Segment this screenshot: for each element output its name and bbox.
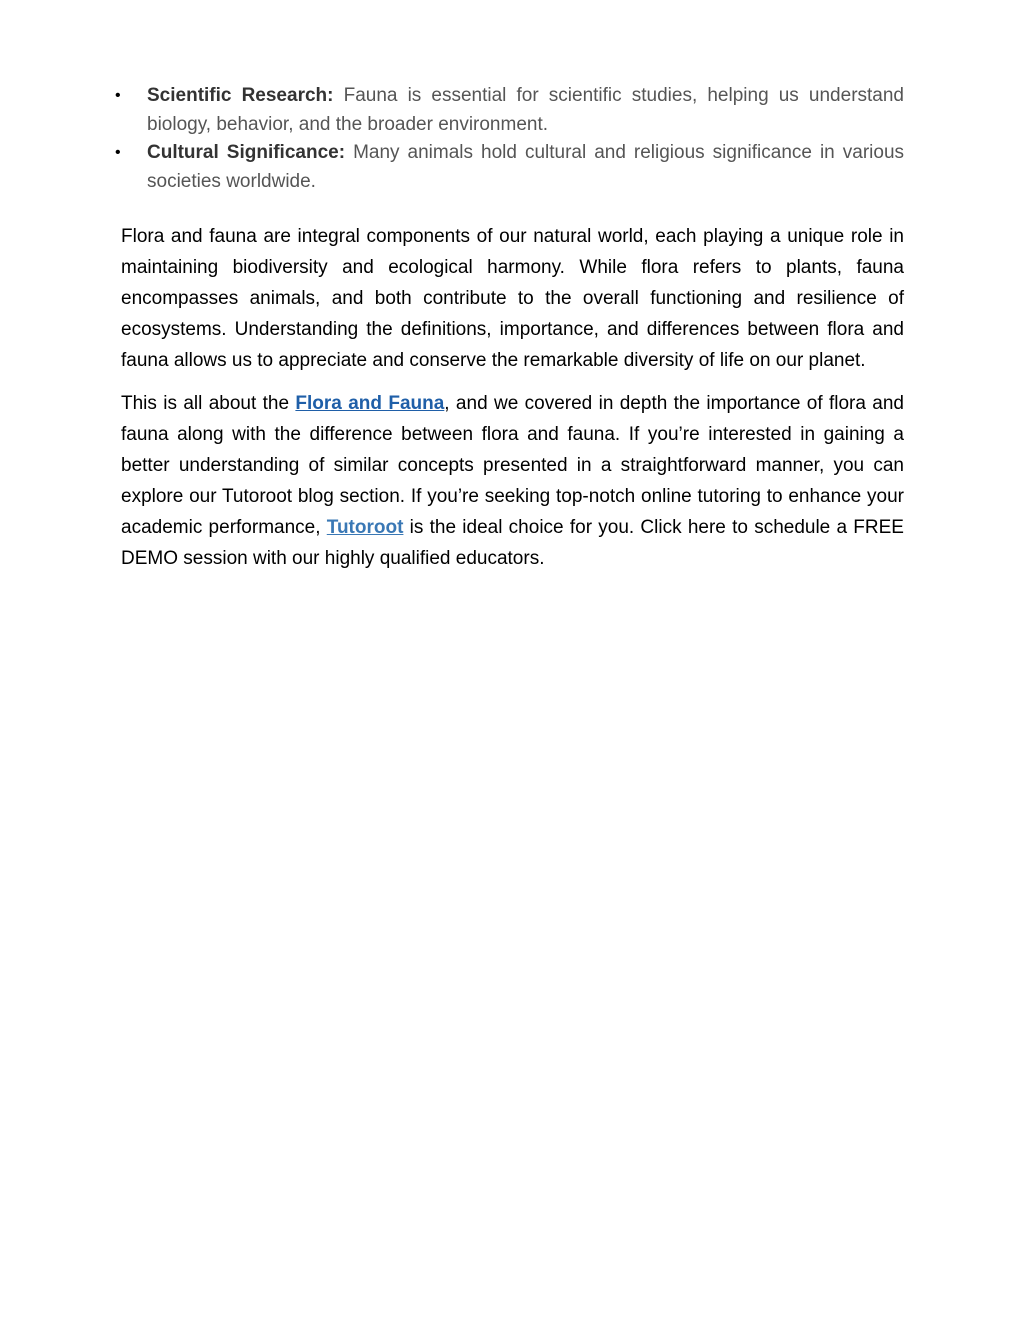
bullet-text: Fauna is essential for scientific studies, helping us understand biology, behavior, and the broader environment. bbox=[147, 85, 904, 135]
document-page bbox=[115, 82, 905, 574]
closing-text-start: This is all about the bbox=[121, 393, 296, 414]
bullet-icon: • bbox=[115, 87, 121, 104]
bullet-icon: • bbox=[115, 144, 121, 161]
bullet-term: Scientific Research: bbox=[147, 85, 334, 106]
tutoroot-link[interactable]: Tutoroot bbox=[326, 517, 404, 538]
benefits-list bbox=[115, 82, 905, 196]
list-item bbox=[115, 139, 905, 196]
bullet-text: Many animals hold cultural and religious significance in various societies worldwide. bbox=[147, 142, 905, 192]
summary-paragraph: Flora and fauna are integral components of our natural world, each playing a unique role in maintaining biodiversity and ecological harmony. While flora refers to plants, fauna encompasses animals, and both contribute to the overall functioning and resilience of ecosystems. Understanding the definitions, importance, and differences between flora and fauna allows us to appreciate and conserve the remarkable diversity of life on our planet. bbox=[121, 226, 904, 371]
closing-text-middle: , and we covered in depth the importance of flora and fauna along with the difference between flora and fauna. If you’re interested in gaining a better understanding of similar concepts presented in a straightforward manner, you can explore our Tutoroot blog section. If you’re seeking top-notch online tutoring to enhance your academic performance, bbox=[121, 393, 904, 538]
closing-paragraph bbox=[121, 388, 904, 574]
bullet-term: Cultural Significance: bbox=[147, 142, 346, 163]
flora-and-fauna-link[interactable]: Flora and Fauna bbox=[295, 393, 445, 414]
closing-text-end: is the ideal choice for you. Click here to schedule a FREE DEMO session with our highly qualified educators. bbox=[121, 517, 904, 569]
list-item bbox=[115, 82, 904, 139]
